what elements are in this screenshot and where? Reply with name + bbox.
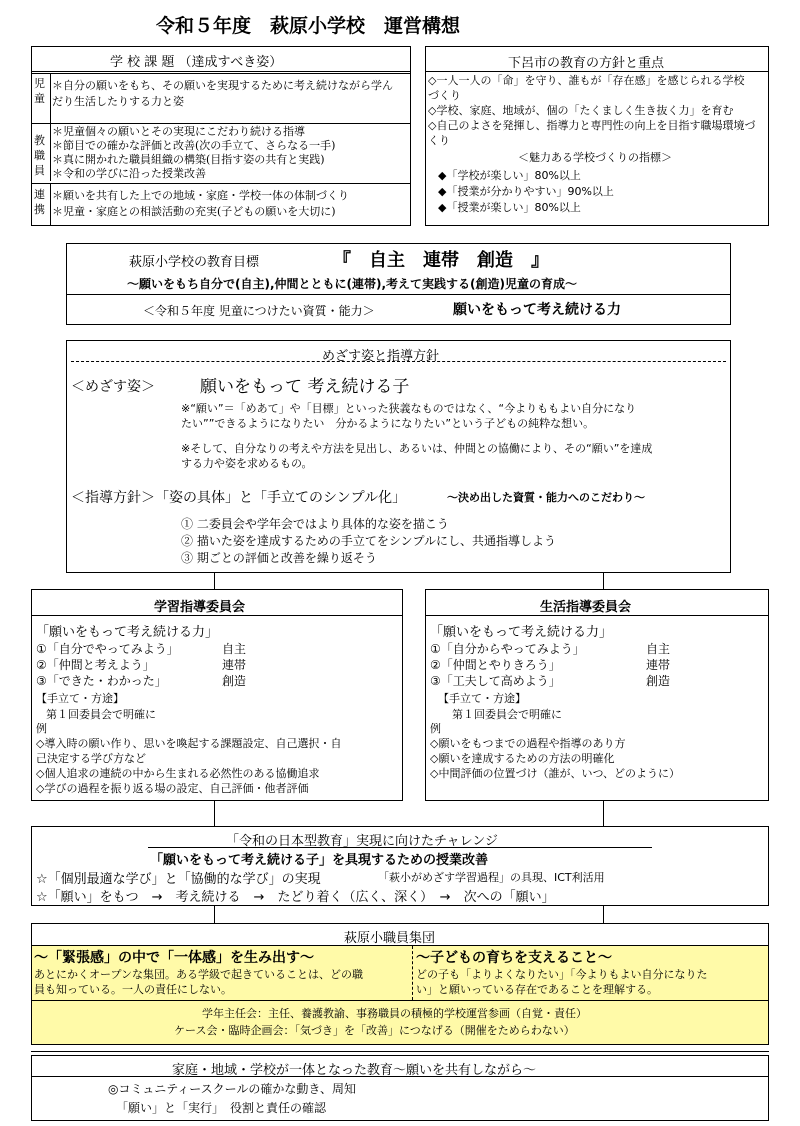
learning-row-1-item: ①「自分でやってみよう」 bbox=[36, 642, 179, 656]
community-heading: 家庭・地域・学校が一体となった教育～願いを共有しながら～ bbox=[172, 1063, 537, 1078]
indicator-heading: ＜魅力ある学校づくりの指標＞ bbox=[518, 151, 672, 164]
target-label: ＜めざす姿＞ bbox=[71, 379, 155, 395]
challenge-line-1: ☆「個別最適な学び」と「協働的な学び」の実現 bbox=[36, 872, 321, 887]
school-issues-heading: 学 校 課 題 （達成すべき姿） bbox=[110, 55, 283, 70]
city-policy-item-5: くり bbox=[428, 134, 450, 147]
connector-line bbox=[603, 801, 604, 827]
life-row-1-value: 自主 bbox=[646, 642, 671, 656]
school-issues-box bbox=[31, 46, 411, 226]
staff-label: 教職員 bbox=[34, 134, 45, 177]
staff-right-title: ～子どもの育ちを支えること～ bbox=[416, 950, 612, 966]
challenge-box bbox=[31, 826, 769, 906]
learning-methods-label: 【手立て・方途】 bbox=[36, 692, 124, 705]
aims-box bbox=[66, 340, 731, 573]
learning-methods-note: 第１回委員会で明確に bbox=[46, 708, 156, 721]
challenge-subheading: 「願いをもって考え続ける子」を具現するための授業改善 bbox=[150, 853, 489, 868]
city-policy-heading: 下呂市の教育の方針と重点 bbox=[508, 56, 665, 71]
life-row-3-item: ③「工夫して高めよう」 bbox=[430, 674, 561, 688]
separator-line bbox=[31, 1051, 769, 1052]
city-policy-item-1: ◇一人一人の「命」を守り、誰もが「存在感」を感じられる学校 bbox=[428, 74, 745, 87]
staff-meeting-1: 学年主任会：主任、養護教諭、事務職員の積極的学校運営参画（自覚・責任） bbox=[202, 1007, 587, 1020]
target-value: 願いをもって 考え続ける子 bbox=[200, 377, 410, 397]
indicator-2: ◆「授業が分かりやすい」90%以上 bbox=[438, 185, 614, 198]
learning-example-label: 例 bbox=[36, 722, 47, 735]
link-item-1: ＊願いを共有した上での地域・家庭・学校一体の体制づくり bbox=[52, 189, 349, 202]
learning-row-2-value: 連帯 bbox=[222, 658, 247, 672]
policy-sub: ～決め出した資質・能力へのこだわり～ bbox=[447, 491, 645, 504]
goal-label: 萩原小学校の教育目標 bbox=[129, 255, 260, 270]
staff-right-text-2: い」と願いっている存在であることを理解する。 bbox=[416, 983, 658, 996]
community-line-2: 「願い」と「実行」 役割と責任の確認 bbox=[116, 1101, 327, 1115]
ability-value: 願いをもって考え続ける力 bbox=[453, 302, 621, 318]
staff-left-text-1: あとにかくオープンな集団。ある学級で起きていることは、どの職 bbox=[34, 968, 364, 981]
life-example-3: ◇中間評価の位置づけ（誰が、いつ、どのように） bbox=[430, 767, 681, 780]
target-note-1a: ※“願い”＝「めあて」や「目標」といった狭義なものではなく、“今よりももよい自分になり bbox=[181, 402, 637, 415]
life-row-1-item: ①「自分からやってみよう」 bbox=[430, 642, 585, 656]
target-note-1b: たい””できるようになりたい 分かるようになりたい”という子どもの純粋な想い。 bbox=[181, 417, 595, 430]
community-box bbox=[31, 1055, 769, 1121]
staff-heading: 萩原小職員集団 bbox=[344, 931, 436, 946]
education-goal-box bbox=[66, 243, 731, 325]
staff-left-text-2: 員も知っている。一人の責任にしない。 bbox=[34, 983, 232, 996]
children-label: 児童 bbox=[34, 77, 45, 105]
learning-heading: 学習指導委員会 bbox=[154, 600, 246, 615]
staff-left-title: ～「緊張感」の中で「一体感」を生み出す～ bbox=[34, 950, 314, 966]
life-methods-label: 【手立て・方途】 bbox=[438, 692, 526, 705]
policy-step-3: ③ 期ごとの評価と改善を繰り返そう bbox=[181, 551, 377, 565]
life-committee-box bbox=[425, 589, 769, 801]
community-line-1: ◎コミュニティースクールの確かな動き、周知 bbox=[108, 1082, 356, 1096]
learning-row-3-value: 創造 bbox=[222, 674, 247, 688]
connector-line bbox=[214, 906, 215, 924]
policy-label: ＜指導方針＞「姿の具体」と「手立てのシンプル化」 bbox=[71, 490, 407, 506]
children-text-2: だり生活したりする力と姿 bbox=[52, 95, 184, 108]
learning-example-4: ◇学びの過程を振り返る場の設定、自己評価・他者評価 bbox=[36, 782, 309, 795]
city-policy-box bbox=[425, 46, 769, 226]
city-policy-item-4: ◇自己のよさを発揮し、指導力と専門性の向上を目指す職場環境づ bbox=[428, 119, 756, 132]
ability-label: ＜令和５年度 児童につけたい資質・能力＞ bbox=[143, 304, 375, 318]
life-row-3-value: 創造 bbox=[646, 674, 671, 688]
learning-row-2-item: ②「仲間と考えよう」 bbox=[36, 658, 155, 672]
life-row-2-value: 連帯 bbox=[646, 658, 671, 672]
aims-heading: めざす姿と指導方針 bbox=[322, 349, 440, 364]
staff-item-2: ＊節目での確かな評価と改善(次の手立て、さらなる一手) bbox=[52, 139, 336, 152]
challenge-heading: 「令和の日本型教育」実現に向けたチャレンジ bbox=[226, 834, 498, 849]
learning-example-1: ◇導入時の願い作り、思いを喚起する課題設定、自己選択・自 bbox=[36, 737, 342, 750]
goal-subtitle: ～願いをもち自分で(自主),仲間とともに(連帯),考えて実践する(創造)児童の育成～ bbox=[127, 277, 578, 291]
indicator-1: ◆「学校が楽しい」80%以上 bbox=[438, 169, 581, 182]
connector-line bbox=[214, 573, 215, 590]
policy-step-2: ② 描いた姿を達成するための手立てをシンプルにし、共通指導しよう bbox=[181, 534, 557, 548]
staff-meeting-2: ケース会・臨時企画会：「気づき」を「改善」につなげる（開催をためらわない） bbox=[174, 1024, 575, 1037]
staff-item-1: ＊児童個々の願いとその実現にこだわり続ける指導 bbox=[52, 125, 305, 138]
link-item-2: ＊児童・家庭との相談活動の充実(子どもの願いを大切に) bbox=[52, 205, 336, 218]
learning-example-3: ◇個人追求の連続の中から生まれる必然性のある協働追求 bbox=[36, 767, 320, 780]
life-methods-note: 第１回委員会で明確に bbox=[452, 708, 562, 721]
learning-committee-box bbox=[31, 589, 403, 801]
life-example-2: ◇願いを達成するための方法の明確化 bbox=[430, 752, 615, 765]
learning-row-1-value: 自主 bbox=[222, 642, 247, 656]
connector-line bbox=[603, 573, 604, 590]
life-ability: 「願いをもって考え続ける力」 bbox=[430, 625, 613, 640]
city-policy-item-3: ◇学校、家庭、地域が、個の「たくましく生き抜く力」を育む bbox=[428, 104, 734, 117]
challenge-line-1-sub: 「萩小がめざす学習過程」の具現、ICT利活用 bbox=[378, 871, 605, 884]
staff-right-text-1: どの子も「よりよくなりたい」「今よりもよい自分になりた bbox=[416, 968, 708, 981]
staff-item-3: ＊真に開かれた職員組織の構築(目指す姿の共有と実践) bbox=[52, 153, 325, 166]
page-title: 令和５年度 萩原小学校 運営構想 bbox=[156, 15, 461, 37]
life-example-1: ◇願いをもつまでの過程や指導のあり方 bbox=[430, 737, 626, 750]
connector-line bbox=[214, 801, 215, 827]
life-example-label: 例 bbox=[430, 722, 441, 735]
target-note-2b: する力や姿を求めるもの。 bbox=[181, 457, 313, 470]
learning-example-2: 己決定する学び方など bbox=[36, 752, 146, 765]
city-policy-item-2: づくり bbox=[428, 89, 461, 102]
challenge-line-2: ☆「願い」をもつ → 考え続ける → たどり着く（広く、深く） → 次への「願い」 bbox=[36, 890, 555, 905]
goal-motto: 『 自主 連帯 創造 』 bbox=[333, 250, 549, 271]
staff-box bbox=[31, 923, 769, 1045]
staff-item-4: ＊令和の学びに沿った授業改善 bbox=[52, 167, 206, 180]
learning-row-3-item: ③「できた・わかった」 bbox=[36, 674, 167, 688]
indicator-3: ◆「授業が楽しい」80%以上 bbox=[438, 201, 581, 214]
policy-step-1: ① 二委員会や学年会ではより具体的な姿を描こう bbox=[181, 517, 449, 531]
target-note-2a: ※そして、自分なりの考えや方法を見出し、あるいは、仲間との協働により、その“願い”を達成 bbox=[181, 442, 653, 455]
learning-ability: 「願いをもって考え続ける力」 bbox=[36, 625, 219, 640]
link-label: 連携 bbox=[34, 188, 45, 216]
children-text-1: ＊自分の願いをもち、その願いを実現するために考え続けながら学ん bbox=[52, 79, 393, 92]
life-row-2-item: ②「仲間とやりきろう」 bbox=[430, 658, 561, 672]
connector-line bbox=[603, 906, 604, 924]
life-heading: 生活指導委員会 bbox=[540, 600, 632, 615]
